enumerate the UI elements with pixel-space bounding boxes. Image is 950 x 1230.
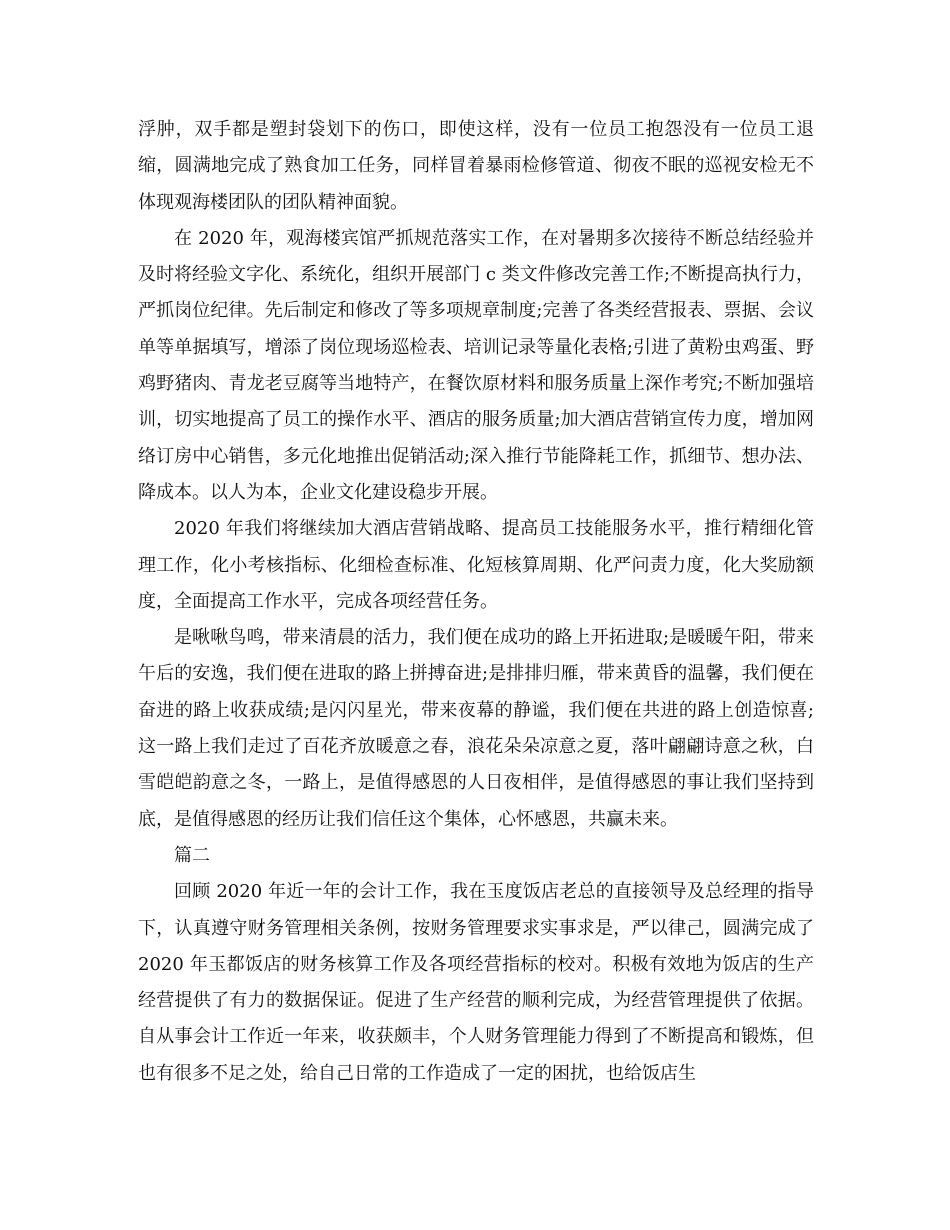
section-heading: 篇二	[174, 844, 210, 866]
paragraph-1: 浮肿，双手都是塑封袋划下的伤口，即使这样，没有一位员工抱怨没有一位员工退缩，圆满地完成了熟食加工任务，同样冒着暴雨检修管道、彻夜不眠的巡视安检无不体现观海楼团队的团队精神面貌。	[138, 119, 814, 213]
paragraph-3: 2020 年我们将继续加大酒店营销战略、提高员工技能服务水平，推行精细化管理工作，化小考核指标、化细检查标准、化短核算周期、化严问责力度，化大奖励额度，全面提高工作水平，完成各项经营任务。	[138, 518, 814, 612]
document-page	[138, 112, 814, 1092]
paragraph-4: 是啾啾鸟鸣，带来清晨的活力，我们便在成功的路上开拓进取;是暖暖午阳，带来午后的安逸，我们便在进取的路上拼搏奋进;是排排归雁，带来黄昏的温馨，我们便在奋进的路上收获成绩;是闪闪星光，带来夜幕的静谧，我们便在共进的路上创造惊喜;这一路上我们走过了百花齐放暖意之春，浪花朵朵凉意之夏，落叶翩翩诗意之秋，白雪皑皑韵意之冬，一路上，是值得感恩的人日夜相伴，是值得感恩的事让我们坚持到底，是值得感恩的经历让我们信任这个集体，心怀感恩，共赢未来。	[138, 627, 814, 830]
paragraph-2: 在 2020 年，观海楼宾馆严抓规范落实工作，在对暑期多次接待不断总结经验并及时将经验文字化、系统化，组织开展部门 c 类文件修改完善工作;不断提高执行力，严抓岗位纪律。先后制定和修改了等多项规章制度;完善了各类经营报表、票据、会议单等单据填写，增添了岗位现场巡检表、培训记录等量化表格;引进了黄粉虫鸡蛋、野鸡野猪肉、青龙老豆腐等当地特产，在餐饮原材料和服务质量上深作考究;不断加强培训，切实地提高了员工的操作水平、酒店的服务质量;加大酒店营销宣传力度，增加网络订房中心销售，多元化地推出促销活动;深入推行节能降耗工作，抓细节、想办法、降成本。以人为本，企业文化建设稳步开展。	[138, 227, 814, 503]
paragraph-5: 回顾 2020 年近一年的会计工作，我在玉度饭店老总的直接领导及总经理的指导下，认真遵守财务管理相关条例，按财务管理要求实事求是，严以律己，圆满完成了 2020 年玉都饭店的财务核算工作及各项经营指标的校对。积极有效地为饭店的生产经营提供了有力的数据保证。促进了生产经营的顺利完成，为经营管理提供了依据。自从事会计工作近一年来，收获颇丰，个人财务管理能力得到了不断提高和锻炼，但也有很多不足之处，给自己日常的工作造成了一定的困扰，也给饭店生	[138, 881, 814, 1084]
